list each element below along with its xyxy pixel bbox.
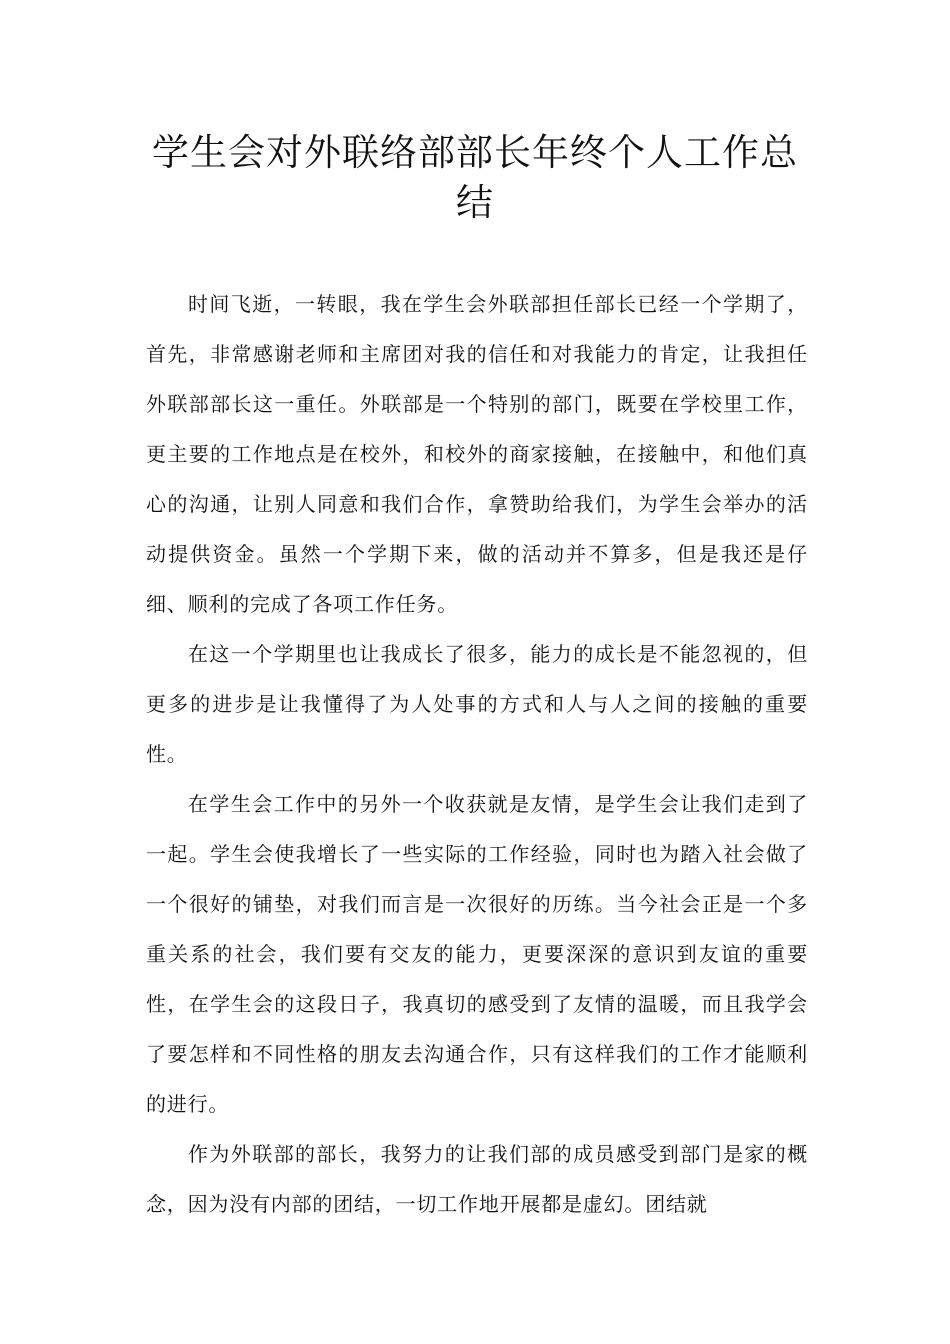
paragraph: 在这一个学期里也让我成长了很多，能力的成长是不能忽视的，但更多的进步是让我懂得了为人处事的方式和人与人之间的接触的重要性。 — [146, 642, 808, 766]
document-title: 学生会对外联络部部长年终个人工作总结 — [152, 131, 798, 224]
document-body — [146, 279, 808, 1229]
paragraph: 在学生会工作中的另外一个收获就是友情，是学生会让我们走到了一起。学生会使我增长了一些实际的工作经验，同时也为踏入社会做了一个很好的铺垫，对我们而言是一次很好的历练。当今社会正是一个多重关系的社会，我们要有交友的能力，更要深深的意识到友谊的重要性，在学生会的这段日子，我真切的感受到了友情的温暖，而且我学会了要怎样和不同性格的朋友去沟通合作，只有这样我们的工作才能顺利的进行。 — [146, 792, 808, 1116]
paragraph: 作为外联部的部长，我努力的让我们部的成员感受到部门是家的概念，因为没有内部的团结，一切工作地开展都是虚幻。团结就 — [146, 1142, 808, 1216]
paragraph: 时间飞逝，一转眼，我在学生会外联部担任部长已经一个学期了，首先，非常感谢老师和主席团对我的信任和对我能力的肯定，让我担任外联部部长这一重任。外联部是一个特别的部门，既要在学校里工作，更主要的工作地点是在校外，和校外的商家接触，在接触中，和他们真心的沟通，让别人同意和我们合作，拿赞助给我们，为学生会举办的活动提供资金。虽然一个学期下来，做的活动并不算多，但是我还是仔细、顺利的完成了各项工作任务。 — [146, 292, 808, 616]
